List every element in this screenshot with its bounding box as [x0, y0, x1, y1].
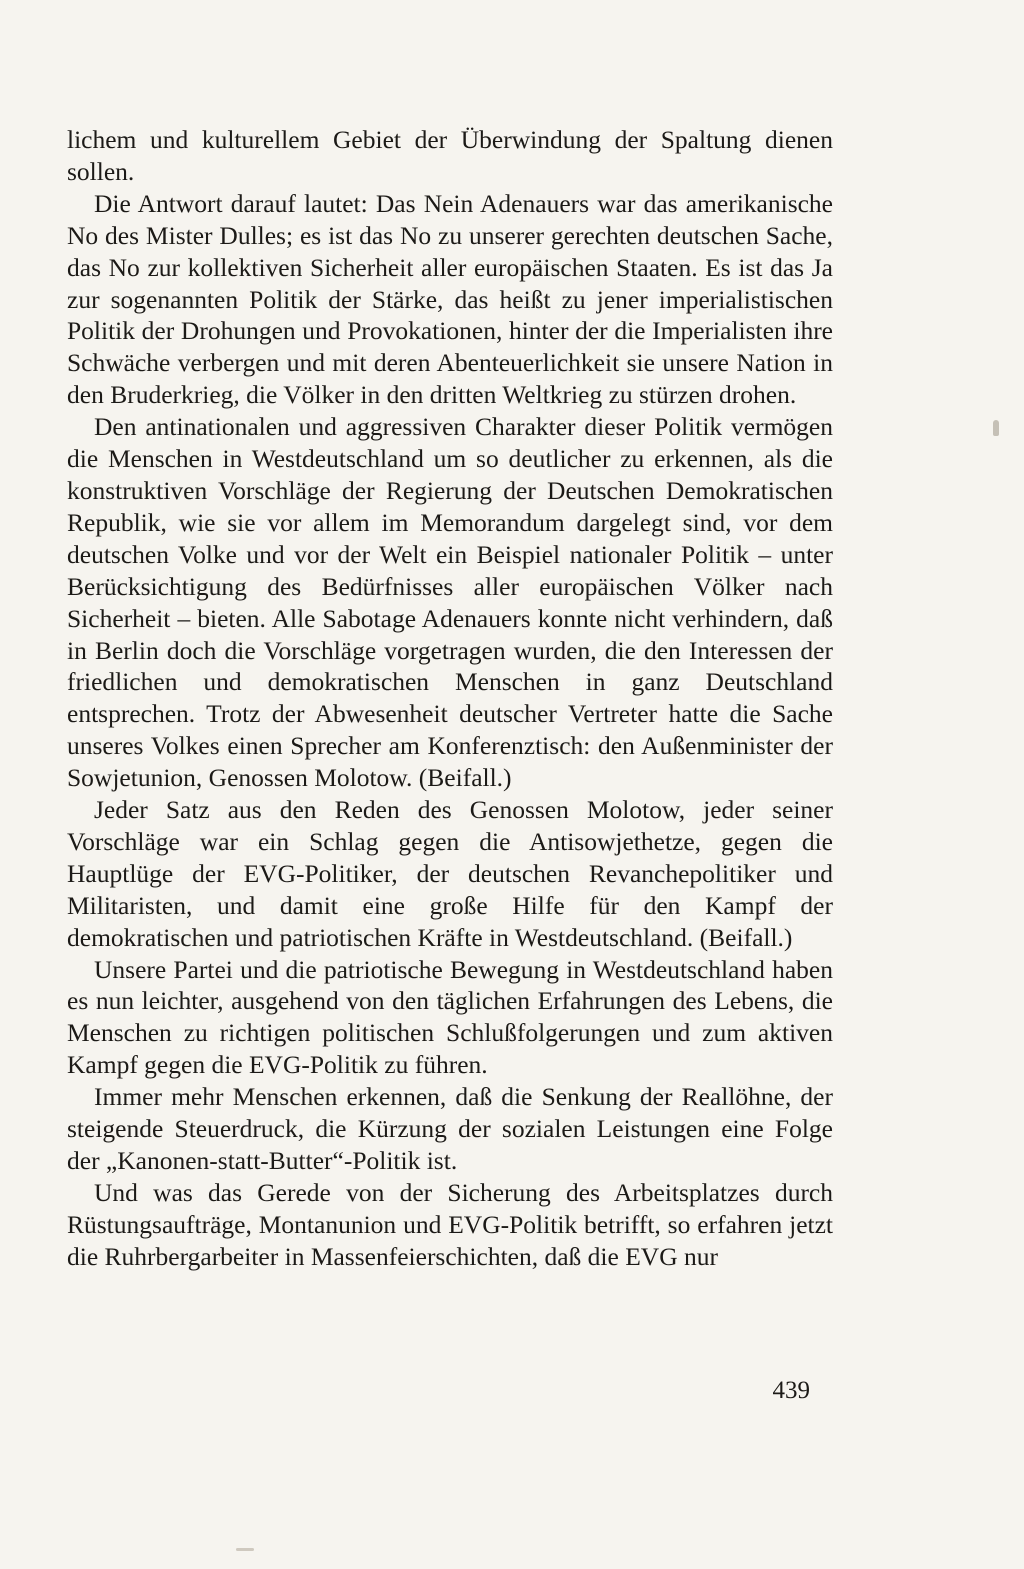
- paragraph-7: Und was das Gerede von der Sicherung des Arbeitsplatzes durch Rüstungsaufträge, Montanunion und EVG-Politik betrifft, so erfahren jetzt die Ruhrbergarbeiter in Massenfeierschichten, daß die EVG nur: [67, 1177, 833, 1271]
- paragraph-1: lichem und kulturellem Gebiet der Überwindung der Spaltung dienen sollen.: [67, 125, 833, 186]
- page-number: 439: [772, 1377, 810, 1404]
- paragraph-3: Den antinationalen und aggressiven Charakter dieser Politik vermögen die Menschen in Westdeutschland um so deutlicher zu erkennen, als die konstruktiven Vorschläge der Regierung der Deutschen Demokratischen Republik, wie sie vor allem im Memorandum dargelegt sind, vor dem deutschen Volke und vor der Welt ein Beispiel nationaler Politik – unter Berücksichtigung des Bedürfnisses aller europäischen Völker nach Sicherheit – bieten. Alle Sabotage Adenauers konnte nicht verhindern, daß in Berlin doch die Vorschläge vorgetragen wurden, die den Interessen der friedlichen und demokratischen Menschen in ganz Deutschland entsprechen. Trotz der Abwesenheit deutscher Vertreter hatte die Sache unseres Volkes einen Sprecher am Konferenztisch: den Außenminister der Sowjetunion, Genossen Molotow. (Beifall.): [67, 412, 833, 793]
- page-body: [67, 124, 833, 1273]
- paragraph-2: Die Antwort darauf lautet: Das Nein Adenauers war das amerikanische No des Mister Dulles; es ist das No zu unserer gerechten deutschen Sache, das No zur kollektiven Sicherheit aller europäischen Staaten. Es ist das Ja zur sogenannten Politik der Stärke, das heißt zu jener imperialistischen Politik der Drohungen und Provokationen, hinter der die Imperialisten ihre Schwäche verbergen und mit deren Abenteuerlichkeit sie unsere Nation in den Bruderkrieg, die Völker in den dritten Weltkrieg zu stürzen drohen.: [67, 188, 833, 410]
- paragraph-4: Jeder Satz aus den Reden des Genossen Molotow, jeder seiner Vorschläge war ein Schlag gegen die Antisowjethetze, gegen die Hauptlüge der EVG-Politiker, der deutschen Revanchepolitiker und Militaristen, und damit eine große Hilfe für den Kampf der demokratischen und patriotischen Kräfte in Westdeutschland. (Beifall.): [67, 795, 833, 952]
- margin-ink-mark: [993, 420, 999, 436]
- paragraph-6: Immer mehr Menschen erkennen, daß die Senkung der Reallöhne, der steigende Steuerdruck, die Kürzung der sozialen Leistungen eine Folge der „Kanonen-statt-Butter“-Politik ist.: [67, 1082, 833, 1175]
- paragraph-5: Unsere Partei und die patriotische Bewegung in Westdeutschland haben es nun leichter, ausgehend von den täglichen Erfahrungen des Lebens, die Menschen zu richtigen politischen Schlußfolgerungen und zum aktiven Kampf gegen die EVG-Politik zu führen.: [67, 954, 833, 1080]
- bottom-ink-mark: [236, 1548, 254, 1551]
